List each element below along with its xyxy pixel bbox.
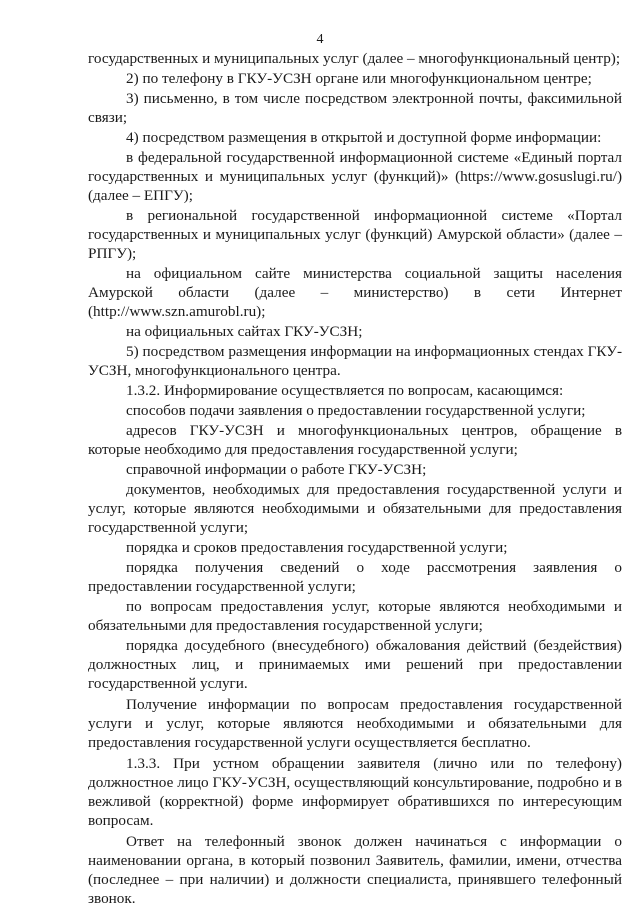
paragraph-reference-info: справочной информации о работе ГКУ-УСЗН; xyxy=(126,461,427,478)
paragraph-application-methods: способов подачи заявления о предоставлении государственной услуги; xyxy=(126,402,586,419)
paragraph-center-continuation: государственных и муниципальных услуг (далее – многофункциональный центр); xyxy=(88,50,621,67)
paragraph-stands: 5) посредством размещения информации на информационных стендах ГКУ-УСЗН, многофункционального центра. xyxy=(88,343,622,379)
paragraph-official-sites: на официальных сайтах ГКУ-УСЗН; xyxy=(126,323,363,340)
paragraph-terms: порядка и сроков предоставления государственной услуги; xyxy=(126,539,508,556)
paragraph-documents: документов, необходимых для предоставления государственной услуги и услуг, которые являются необходимыми и обязательными для предоставления государственной услуги; xyxy=(88,481,622,536)
paragraph-section-1-3-2: 1.3.2. Информирование осуществляется по вопросам, касающимся: xyxy=(126,382,564,399)
paragraph-rpgu: в региональной государственной информационной системе «Портал государственных и муниципальных услуг (функций) Амурской области» (далее – РПГУ); xyxy=(88,207,622,262)
paragraph-public-info: 4) посредством размещения в открытой и доступной форме информации: xyxy=(126,129,602,146)
paragraph-appeal-procedure: порядка досудебного (внесудебного) обжалования действий (бездействия) должностных лиц, и принимаемых ими решений при предоставлении государственной услуги. xyxy=(88,637,622,692)
paragraph-required-services: по вопросам предоставления услуг, которые являются необходимыми и обязательными для предоставления государственной услуги; xyxy=(88,598,622,634)
paragraph-phone-call-answer: Ответ на телефонный звонок должен начинаться с информации о наименовании органа, в который позвонил Заявитель, фамилии, имени, отчества (последнее – при наличии) и должности специалиста, принявшего телефонный звонок. xyxy=(88,833,622,907)
paragraph-phone: 2) по телефону в ГКУ-УСЗН органе или многофункциональном центре; xyxy=(126,70,592,87)
paragraph-section-1-3-3: 1.3.3. При устном обращении заявителя (лично или по телефону) должностное лицо ГКУ-УСЗН, осуществляющий консультирование, подробно и в вежливой (корректной) форме информирует обратившихся по интересующим вопросам. xyxy=(88,755,622,829)
paragraph-progress-info: порядка получения сведений о ходе рассмотрения заявления о предоставлении государственной услуги; xyxy=(88,559,622,595)
page-number: 4 xyxy=(316,32,324,47)
paragraph-addresses: адресов ГКУ-УСЗН и многофункциональных центров, обращение в которые необходимо для предоставления государственной услуги; xyxy=(88,422,622,458)
paragraph-free-of-charge: Получение информации по вопросам предоставления государственной услуги и услуг, которые являются необходимыми и обязательными для предоставления государственной услуги осуществляется бесплатно. xyxy=(88,696,622,751)
paragraph-ministry-site: на официальном сайте министерства социальной защиты населения Амурской области (далее – министерство) в сети Интернет (http://www.szn.amurobl.ru); xyxy=(88,265,622,320)
paragraph-written: 3) письменно, в том числе посредством электронной почты, факсимильной связи; xyxy=(88,90,622,126)
document-body xyxy=(88,49,622,909)
paragraph-epgu: в федеральной государственной информационной системе «Единый портал государственных и муниципальных услуг (функций)» (https://www.gosuslugi.ru/) (далее – ЕПГУ); xyxy=(88,149,622,204)
